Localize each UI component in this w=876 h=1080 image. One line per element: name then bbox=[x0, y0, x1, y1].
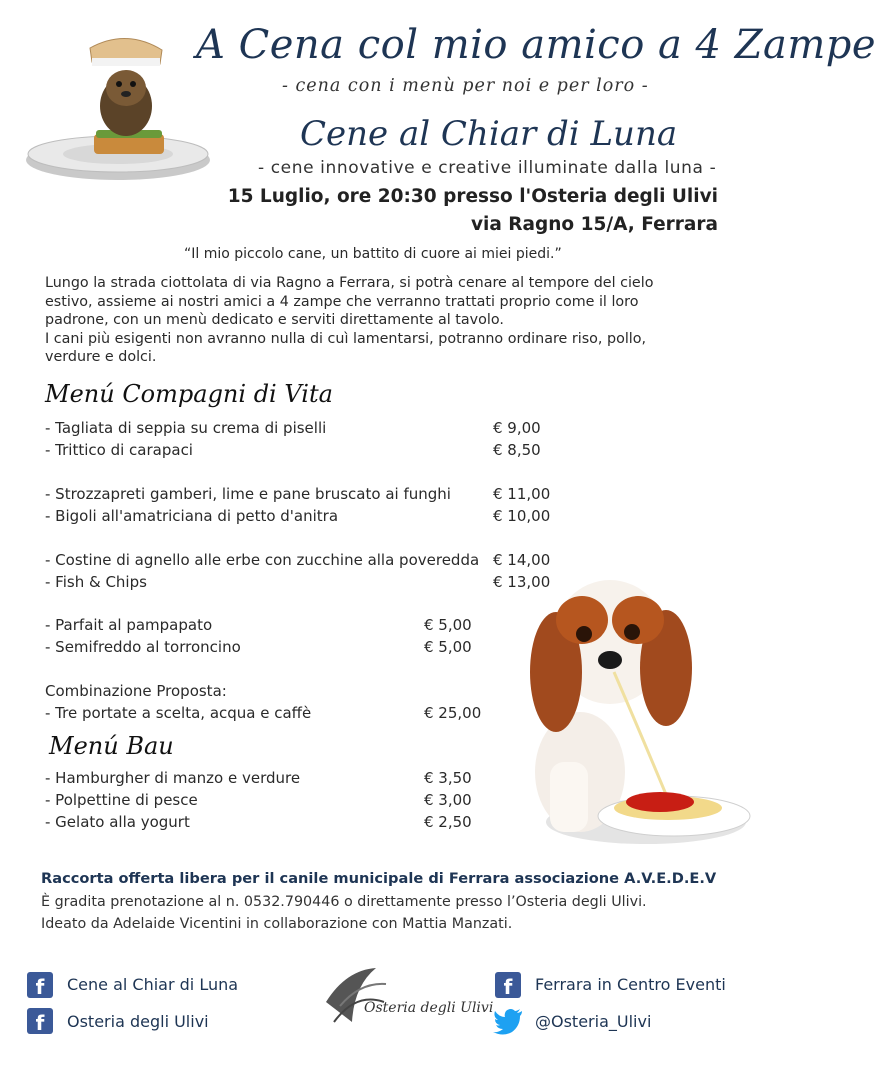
intro-line: verdure e dolci. bbox=[45, 349, 157, 365]
menu-item-price: € 14,00 bbox=[493, 551, 551, 569]
event-subtitle: - cene innovative e creative illuminate dalla luna - bbox=[258, 158, 717, 178]
menu-item-name: - Gelato alla yogurt bbox=[45, 813, 190, 831]
menu-item-name: - Costine di agnello alle erbe con zucchine alla poveredda bbox=[45, 551, 480, 569]
main-title: A Cena col mio amico a 4 Zampe bbox=[196, 22, 876, 68]
menu-item-price: € 2,50 bbox=[424, 813, 472, 831]
combo-item: - Tre portate a scelta, acqua e caffè bbox=[45, 704, 312, 722]
menu-item-price: € 9,00 bbox=[493, 419, 541, 437]
twitter-icon[interactable] bbox=[493, 1008, 523, 1034]
facebook-link-ferrara[interactable]: Ferrara in Centro Eventi bbox=[535, 975, 726, 994]
twitter-link[interactable]: @Osteria_Ulivi bbox=[535, 1012, 652, 1031]
menu-item-name: - Hamburgher di manzo e verdure bbox=[45, 769, 301, 787]
dog-with-spaghetti-image bbox=[520, 572, 750, 860]
menu-item-price: € 10,00 bbox=[493, 507, 551, 525]
menu-item-name: - Parfait al pampapato bbox=[45, 616, 213, 634]
menu-item-name: - Strozzapreti gamberi, lime e pane bruscato ai funghi bbox=[45, 485, 451, 503]
menu-item-name: - Tagliata di seppia su crema di piselli bbox=[45, 419, 327, 437]
facebook-icon[interactable]: f bbox=[495, 972, 521, 998]
menu-vita-heading: Menú Compagni di Vita bbox=[45, 380, 333, 408]
menu-bau-heading: Menú Bau bbox=[49, 732, 174, 760]
facebook-link-osteria[interactable]: Osteria degli Ulivi bbox=[67, 1012, 209, 1031]
dog-on-plate-image bbox=[22, 28, 218, 186]
menu-item-name: - Bigoli all'amatriciana di petto d'anitra bbox=[45, 507, 339, 525]
combo-price: € 25,00 bbox=[424, 704, 482, 722]
intro-line: padrone, con un menù dedicato e serviti direttamente al tavolo. bbox=[45, 312, 504, 328]
menu-item-price: € 3,50 bbox=[424, 769, 472, 787]
quote: “Il mio piccolo cane, un battito di cuore ai miei piedi.” bbox=[184, 246, 562, 262]
menu-item-price: € 3,00 bbox=[424, 791, 472, 809]
menu-item-price: € 13,00 bbox=[493, 573, 551, 591]
intro-paragraph bbox=[45, 274, 695, 367]
main-subtitle: - cena con i menù per noi e per loro - bbox=[282, 76, 649, 96]
menu-item-price: € 8,50 bbox=[493, 441, 541, 459]
menu-item-price: € 5,00 bbox=[424, 616, 472, 634]
facebook-icon[interactable]: f bbox=[27, 972, 53, 998]
facebook-icon[interactable]: f bbox=[27, 1008, 53, 1034]
menu-item-name: - Trittico di carapaci bbox=[45, 441, 193, 459]
menu-item-name: - Fish & Chips bbox=[45, 573, 147, 591]
charity-text: Raccorta offerta libera per il canile municipale di Ferrara associazione A.V.E.D.E.V bbox=[41, 870, 717, 887]
event-date: 15 Luglio, ore 20:30 presso l'Osteria degli Ulivi bbox=[227, 186, 718, 207]
menu-item-price: € 5,00 bbox=[424, 638, 472, 656]
intro-line: Lungo la strada ciottolata di via Ragno a Ferrara, si potrà cenare al tempore del cielo bbox=[45, 275, 654, 291]
intro-line: estivo, assieme ai nostri amici a 4 zampe che verranno trattati proprio come il loro bbox=[45, 293, 639, 310]
logo-text: Osteria degli Ulivi bbox=[364, 1000, 494, 1016]
menu-item-price: € 11,00 bbox=[493, 485, 551, 503]
facebook-link-cene[interactable]: Cene al Chiar di Luna bbox=[67, 975, 239, 994]
credits-text: Ideato da Adelaide Vicentini in collaborazione con Mattia Manzati. bbox=[41, 916, 513, 932]
booking-text: È gradita prenotazione al n. 0532.790446 o direttamente presso l’Osteria degli Ulivi. bbox=[41, 894, 647, 910]
menu-item-name: - Semifreddo al torroncino bbox=[45, 638, 241, 656]
combo-label: Combinazione Proposta: bbox=[45, 682, 227, 700]
osteria-logo bbox=[316, 962, 494, 1042]
event-address: via Ragno 15/A, Ferrara bbox=[470, 214, 718, 235]
menu-item-name: - Polpettine di pesce bbox=[45, 791, 198, 809]
intro-line: I cani più esigenti non avranno nulla di cuì lamentarsi, potranno ordinare riso, pollo, bbox=[45, 330, 647, 347]
event-name: Cene al Chiar di Luna bbox=[300, 114, 678, 154]
